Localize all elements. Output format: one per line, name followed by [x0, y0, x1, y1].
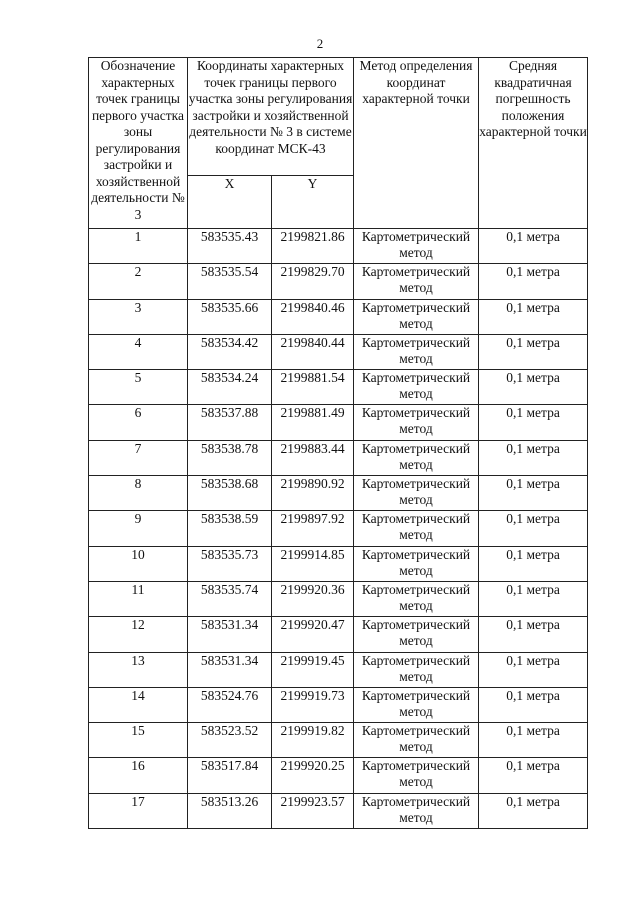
- cell-point-number: 9: [89, 511, 188, 546]
- cell-method: Картометрический метод: [354, 299, 479, 334]
- table-row: [89, 617, 588, 652]
- table-row: [89, 334, 588, 369]
- cell-x-coordinate: 583531.34: [188, 617, 272, 652]
- cell-y-coordinate: 2199923.57: [272, 793, 354, 828]
- cell-method: Картометрический метод: [354, 370, 479, 405]
- header-x: X: [188, 176, 272, 229]
- table-row: [89, 652, 588, 687]
- page-number: 2: [316, 36, 324, 51]
- cell-mean-error: 0,1 метра: [479, 405, 588, 440]
- table-row: [89, 758, 588, 793]
- cell-mean-error: 0,1 метра: [479, 546, 588, 581]
- cell-y-coordinate: 2199883.44: [272, 440, 354, 475]
- table-row: [89, 723, 588, 758]
- cell-mean-error: 0,1 метра: [479, 723, 588, 758]
- cell-y-coordinate: 2199881.49: [272, 405, 354, 440]
- coordinates-table: [88, 57, 588, 829]
- cell-y-coordinate: 2199919.73: [272, 687, 354, 722]
- header-y: Y: [272, 176, 354, 229]
- cell-y-coordinate: 2199840.46: [272, 299, 354, 334]
- cell-point-number: 12: [89, 617, 188, 652]
- header-point-designation: Обозначение характерных точек границы первого участка зоны регулирования застройки и хозяйственной деятельности № 3: [89, 58, 188, 229]
- table-row: [89, 440, 588, 475]
- cell-mean-error: 0,1 метра: [479, 652, 588, 687]
- table-row: [89, 687, 588, 722]
- cell-mean-error: 0,1 метра: [479, 229, 588, 264]
- header-coordinates: Координаты характерных точек границы первого участка зоны регулирования застройки и хозяйственной деятельности № 3 в системе координат МСК-43: [188, 58, 354, 176]
- cell-mean-error: 0,1 метра: [479, 264, 588, 299]
- table-row: [89, 370, 588, 405]
- cell-x-coordinate: 583538.59: [188, 511, 272, 546]
- cell-method: Картометрический метод: [354, 440, 479, 475]
- cell-mean-error: 0,1 метра: [479, 511, 588, 546]
- cell-point-number: 15: [89, 723, 188, 758]
- cell-point-number: 5: [89, 370, 188, 405]
- cell-y-coordinate: 2199881.54: [272, 370, 354, 405]
- cell-point-number: 7: [89, 440, 188, 475]
- table-row: [89, 511, 588, 546]
- cell-y-coordinate: 2199890.92: [272, 476, 354, 511]
- table-body: [89, 229, 588, 829]
- cell-y-coordinate: 2199897.92: [272, 511, 354, 546]
- cell-point-number: 4: [89, 334, 188, 369]
- table-row: [89, 229, 588, 264]
- cell-method: Картометрический метод: [354, 511, 479, 546]
- cell-method: Картометрический метод: [354, 264, 479, 299]
- cell-method: Картометрический метод: [354, 229, 479, 264]
- header-mean-error: Средняя квадратичная погрешность положения характерной точки: [479, 58, 588, 229]
- cell-x-coordinate: 583534.24: [188, 370, 272, 405]
- cell-x-coordinate: 583524.76: [188, 687, 272, 722]
- cell-method: Картометрический метод: [354, 652, 479, 687]
- cell-point-number: 17: [89, 793, 188, 828]
- cell-mean-error: 0,1 метра: [479, 617, 588, 652]
- cell-x-coordinate: 583538.68: [188, 476, 272, 511]
- table-row: [89, 546, 588, 581]
- cell-method: Картометрический метод: [354, 334, 479, 369]
- cell-y-coordinate: 2199821.86: [272, 229, 354, 264]
- cell-y-coordinate: 2199919.45: [272, 652, 354, 687]
- cell-mean-error: 0,1 метра: [479, 440, 588, 475]
- cell-mean-error: 0,1 метра: [479, 476, 588, 511]
- cell-mean-error: 0,1 метра: [479, 334, 588, 369]
- cell-method: Картометрический метод: [354, 617, 479, 652]
- cell-point-number: 3: [89, 299, 188, 334]
- cell-y-coordinate: 2199914.85: [272, 546, 354, 581]
- cell-x-coordinate: 583513.26: [188, 793, 272, 828]
- cell-method: Картометрический метод: [354, 793, 479, 828]
- table-header: [89, 58, 588, 229]
- table-row: [89, 581, 588, 616]
- cell-method: Картометрический метод: [354, 723, 479, 758]
- cell-x-coordinate: 583535.74: [188, 581, 272, 616]
- cell-point-number: 14: [89, 687, 188, 722]
- cell-mean-error: 0,1 метра: [479, 370, 588, 405]
- cell-point-number: 11: [89, 581, 188, 616]
- cell-y-coordinate: 2199840.44: [272, 334, 354, 369]
- cell-y-coordinate: 2199919.82: [272, 723, 354, 758]
- cell-x-coordinate: 583531.34: [188, 652, 272, 687]
- cell-point-number: 13: [89, 652, 188, 687]
- cell-x-coordinate: 583535.66: [188, 299, 272, 334]
- table-row: [89, 264, 588, 299]
- cell-method: Картометрический метод: [354, 687, 479, 722]
- cell-mean-error: 0,1 метра: [479, 758, 588, 793]
- cell-point-number: 1: [89, 229, 188, 264]
- cell-method: Картометрический метод: [354, 581, 479, 616]
- table-row: [89, 299, 588, 334]
- cell-x-coordinate: 583534.42: [188, 334, 272, 369]
- cell-method: Картометрический метод: [354, 405, 479, 440]
- header-method: Метод определения координат характерной точки: [354, 58, 479, 229]
- table-row: [89, 405, 588, 440]
- table-row: [89, 793, 588, 828]
- cell-point-number: 2: [89, 264, 188, 299]
- cell-mean-error: 0,1 метра: [479, 581, 588, 616]
- cell-x-coordinate: 583535.54: [188, 264, 272, 299]
- cell-x-coordinate: 583538.78: [188, 440, 272, 475]
- cell-y-coordinate: 2199920.47: [272, 617, 354, 652]
- cell-mean-error: 0,1 метра: [479, 793, 588, 828]
- cell-x-coordinate: 583535.73: [188, 546, 272, 581]
- cell-mean-error: 0,1 метра: [479, 299, 588, 334]
- cell-point-number: 10: [89, 546, 188, 581]
- cell-method: Картометрический метод: [354, 546, 479, 581]
- cell-x-coordinate: 583523.52: [188, 723, 272, 758]
- cell-point-number: 6: [89, 405, 188, 440]
- cell-x-coordinate: 583535.43: [188, 229, 272, 264]
- cell-x-coordinate: 583517.84: [188, 758, 272, 793]
- cell-point-number: 8: [89, 476, 188, 511]
- cell-y-coordinate: 2199920.25: [272, 758, 354, 793]
- cell-mean-error: 0,1 метра: [479, 687, 588, 722]
- cell-y-coordinate: 2199829.70: [272, 264, 354, 299]
- table-row: [89, 476, 588, 511]
- cell-method: Картометрический метод: [354, 758, 479, 793]
- cell-point-number: 16: [89, 758, 188, 793]
- cell-y-coordinate: 2199920.36: [272, 581, 354, 616]
- cell-method: Картометрический метод: [354, 476, 479, 511]
- cell-x-coordinate: 583537.88: [188, 405, 272, 440]
